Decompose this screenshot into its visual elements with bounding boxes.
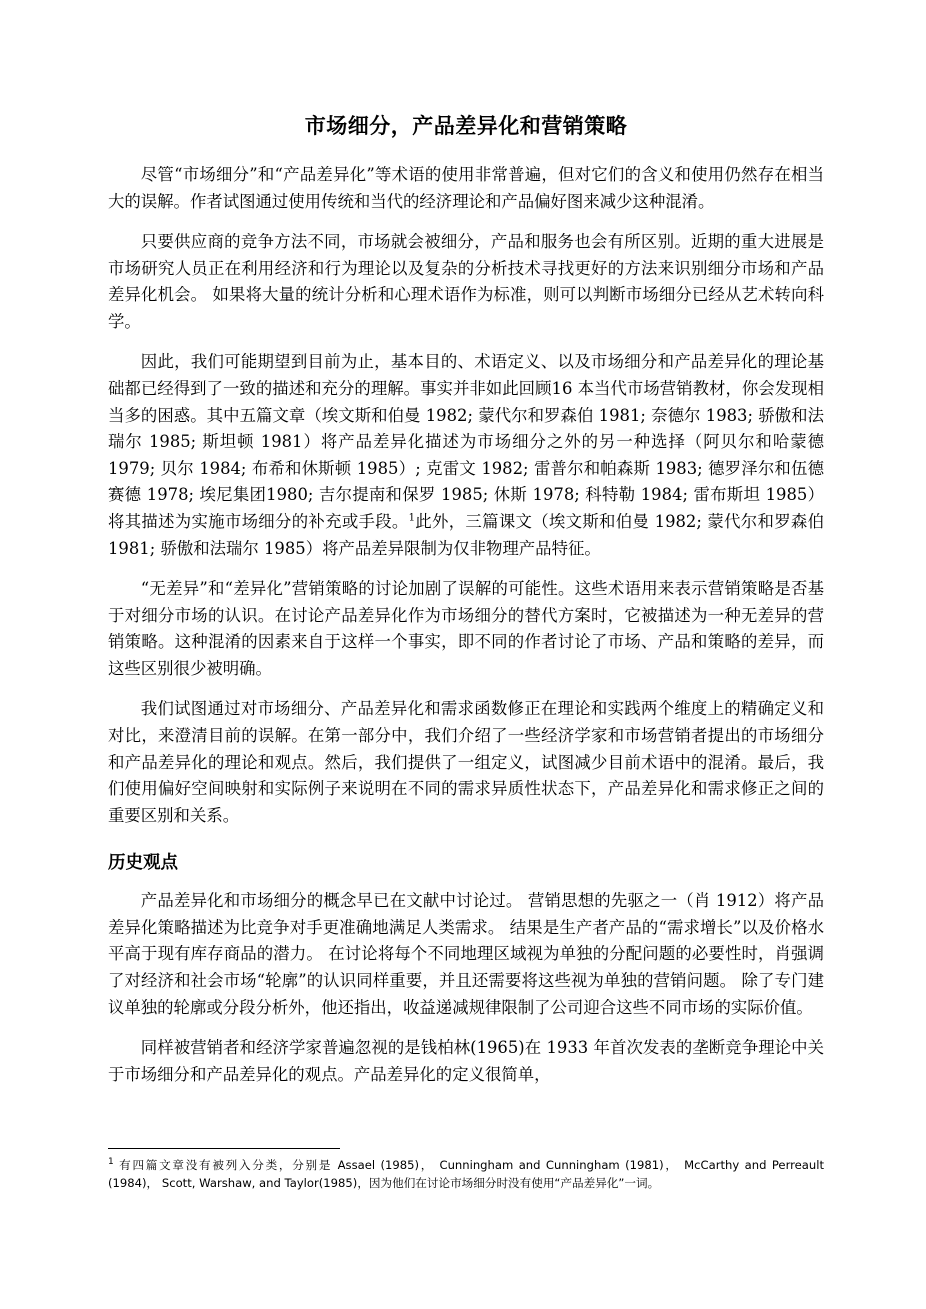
paragraph-4: “无差异”和“差异化”营销策略的讨论加剧了误解的可能性。这些术语用来表示营销策略是否基于对细分市场的认识。在讨论产品差异化作为市场细分的替代方案时，它被描述为一种无差异的营销策略。这种混淆的因素来自于这样一个事实，即不同的作者讨论了市场、产品和策略的差异，而这些区别很少被明确。 [108,579,824,678]
footnote-reference: 1 [408,512,415,524]
paragraph-1: 尽管“市场细分”和“产品差异化”等术语的使用非常普遍，但对它们的含义和使用仍然存在相当大的误解。作者试图通过使用传统和当代的经济理论和产品偏好图来减少这种混淆。 [108,165,824,211]
page-title: 市场细分，产品差异化和营销策略 [304,113,628,138]
footnote-content: 有四篇文章没有被列入分类，分别是 Assael (1985)， Cunningham and Cunningham (1981)， McCarthy and Perreault (1984)， Scott, Warshaw, and Taylor(1985)，因为他们在讨论市场细分时没有使用“产品差异化”一词。 [108,1158,824,1190]
footnote-separator [108,1148,340,1149]
paragraph-2: 只要供应商的竞争方法不同，市场就会被细分，产品和服务也会有所区别。近期的重大进展是市场研究人员正在利用经济和行为理论以及复杂的分析技术寻找更好的方法来识别细分市场和产品差异化机会。 如果将大量的统计分析和心理术语作为标准，则可以判断市场细分已经从艺术转向科学。 [108,232,824,331]
footnote-area [108,1148,824,1192]
section-paragraph-1: 产品差异化和市场细分的概念早已在文献中讨论过。 营销思想的先驱之一（肖 1912）将产品差异化策略描述为比竞争对手更准确地满足人类需求。 结果是生产者产品的“需求增长”以及价格水平高于现有库存商品的潜力。 在讨论将每个不同地理区域视为单独的分配问题的必要性时，肖强调了对经济和社会市场“轮廓”的认识同样重要，并且还需要将这些视为单独的营销问题。 除了专门建议单独的轮廓或分段分析外，他还指出，收益递减规律限制了公司迎合这些不同市场的实际价值。 [108,891,824,1017]
section-paragraph-2: 同样被营销者和经济学家普遍忽视的是钱柏林(1965)在 1933 年首次发表的垄断竞争理论中关于市场细分和产品差异化的观点。产品差异化的定义很简单， [108,1038,824,1084]
section-heading-history: 历史观点 [108,853,178,874]
paragraph-3-text: 因此，我们可能期望到目前为止，基本目的、术语定义、以及市场细分和产品差异化的理论基础都已经得到了一致的描述和充分的理解。事实并非如此回顾16 本当代市场营销教材，你会发现相当多的困惑。其中五篇文章（埃文斯和伯曼 1982; 蒙代尔和罗森伯 1981; 奈德尔 1983; 骄傲和法瑞尔 1985; 斯坦顿 1981）将产品差异化描述为市场细分之外的另一种选择（阿贝尔和哈蒙德 1979; 贝尔 1984; 布希和休斯顿 1985）; 克雷文 1982; 雷普尔和帕森斯 1983; 德罗泽尔和伍德赛德 1978; 埃尼集团1980; 吉尔提南和保罗 1985; 休斯 1978; 科特勒 1984; 雷布斯坦 1985）将其描述为实施市场细分的补充或手段。 [108,352,824,531]
footnote-1 [108,1157,824,1192]
paragraph-5: 我们试图通过对市场细分、产品差异化和需求函数修正在理论和实践两个维度上的精确定义和对比，来澄清目前的误解。在第一部分中，我们介绍了一些经济学家和市场营销者提出的市场细分和产品差异化的理论和观点。然后，我们提供了一组定义，试图减少目前术语中的混淆。最后，我们使用偏好空间映射和实际例子来说明在不同的需求异质性状态下，产品差异化和需求修正之间的重要区别和关系。 [108,699,824,825]
document-body [108,0,824,1088]
footnote-number: 1 [108,1157,114,1168]
paragraph-3 [108,335,824,562]
paragraph-3-tail: 此外，三篇课文（埃文斯和伯曼 1982; 蒙代尔和罗森伯 1981; 骄傲和法瑞尔 1985）将产品差异限制为仅非物理产品特征。 [108,511,825,558]
